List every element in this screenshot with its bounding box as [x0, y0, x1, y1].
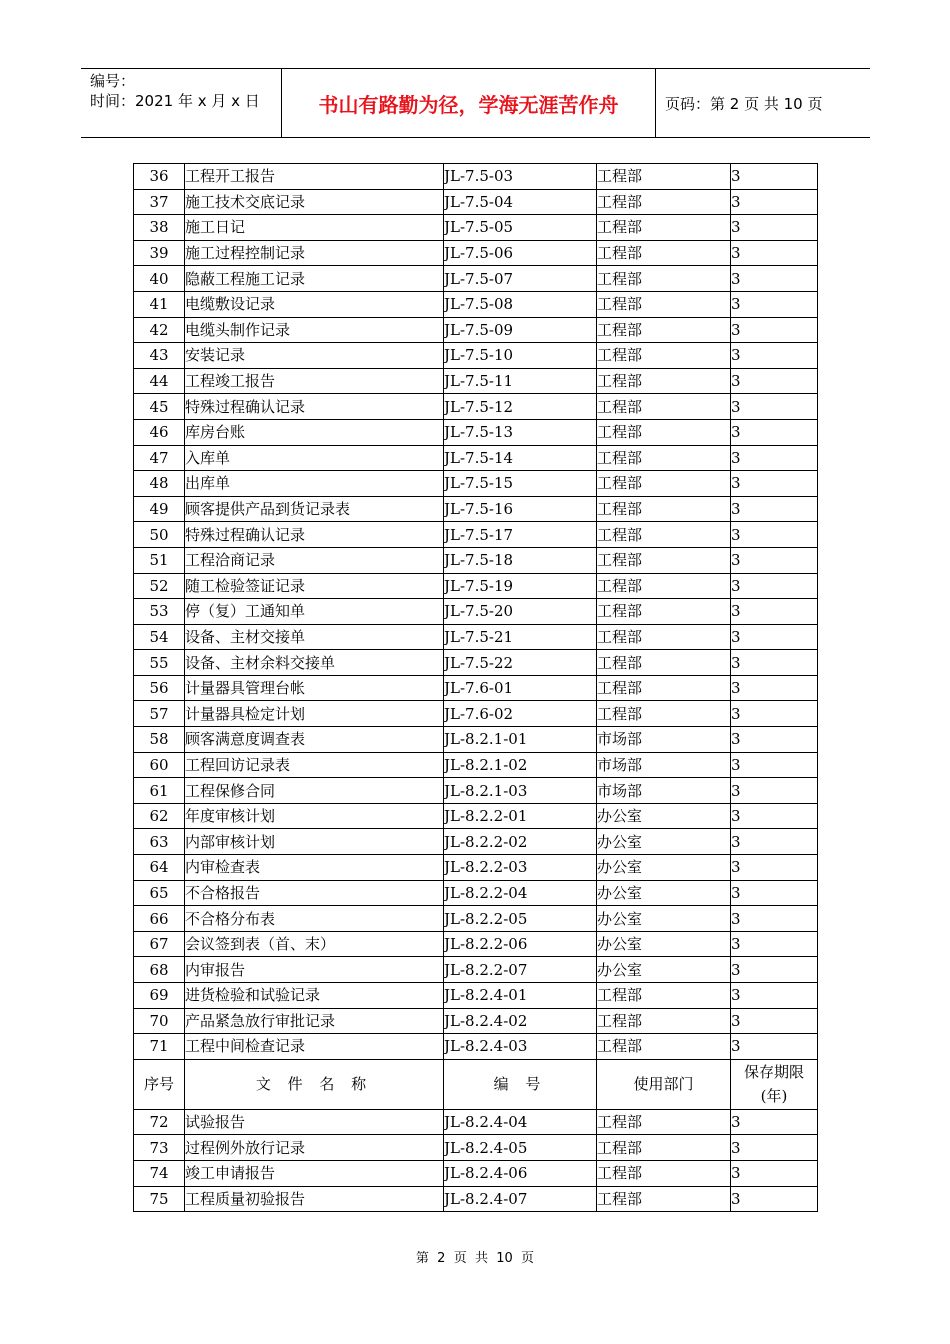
- cell-code: JL-7.5-16: [444, 496, 597, 522]
- table-header-row: [134, 1059, 818, 1109]
- cell-dept: 办公室: [597, 880, 731, 906]
- cell-years: 3: [731, 599, 818, 625]
- cell-num: 41: [134, 291, 185, 317]
- table-row: [134, 343, 818, 369]
- cell-years: 3: [731, 957, 818, 983]
- cell-name: 出库单: [185, 471, 444, 497]
- cell-name: 施工日记: [185, 215, 444, 241]
- table-row: [134, 215, 818, 241]
- table-row: [134, 394, 818, 420]
- cell-num: 40: [134, 266, 185, 292]
- cell-dept: 工程部: [597, 1160, 731, 1186]
- cell-dept: 工程部: [597, 1034, 731, 1060]
- cell-dept: 工程部: [597, 624, 731, 650]
- cell-name: 竣工申请报告: [185, 1160, 444, 1186]
- cell-code: JL-8.2.4-07: [444, 1186, 597, 1212]
- cell-dept: 市场部: [597, 752, 731, 778]
- cell-name: 特殊过程确认记录: [185, 394, 444, 420]
- table-row: [134, 471, 818, 497]
- table-row: [134, 829, 818, 855]
- cell-code: JL-7.5-08: [444, 291, 597, 317]
- cell-years: 3: [731, 880, 818, 906]
- cell-years: 3: [731, 1186, 818, 1212]
- cell-dept: 工程部: [597, 266, 731, 292]
- cell-dept: 工程部: [597, 471, 731, 497]
- cell-dept: 工程部: [597, 522, 731, 548]
- cell-years: 3: [731, 343, 818, 369]
- cell-num: 50: [134, 522, 185, 548]
- cell-years: 3: [731, 240, 818, 266]
- page-footer: [0, 1247, 950, 1266]
- cell-years: 3: [731, 368, 818, 394]
- cell-name: 工程竣工报告: [185, 368, 444, 394]
- cell-code: JL-8.2.1-02: [444, 752, 597, 778]
- cell-code: JL-8.2.4-03: [444, 1034, 597, 1060]
- cell-years: 3: [731, 573, 818, 599]
- table-row: [134, 931, 818, 957]
- table-row: [134, 573, 818, 599]
- cell-years: 3: [731, 650, 818, 676]
- cell-num: 71: [134, 1034, 185, 1060]
- cell-code: JL-7.5-03: [444, 164, 597, 190]
- cell-num: 75: [134, 1186, 185, 1212]
- cell-num: 66: [134, 906, 185, 932]
- cell-dept: 工程部: [597, 547, 731, 573]
- cell-dept: 工程部: [597, 701, 731, 727]
- records-table-header: [134, 1059, 818, 1109]
- records-table-body-top: [134, 164, 818, 1060]
- table-row: [134, 522, 818, 548]
- cell-years: 3: [731, 855, 818, 881]
- cell-num: 70: [134, 1008, 185, 1034]
- cell-num: 55: [134, 650, 185, 676]
- cell-code: JL-7.6-01: [444, 675, 597, 701]
- cell-years: 3: [731, 164, 818, 190]
- cell-years: 3: [731, 522, 818, 548]
- cell-num: 58: [134, 727, 185, 753]
- cell-dept: 办公室: [597, 829, 731, 855]
- cell-num: 47: [134, 445, 185, 471]
- cell-name: 工程开工报告: [185, 164, 444, 190]
- table-row: [134, 880, 818, 906]
- cell-name: 顾客提供产品到货记录表: [185, 496, 444, 522]
- cell-name: 内部审核计划: [185, 829, 444, 855]
- cell-code: JL-7.5-05: [444, 215, 597, 241]
- footer-page-number: 第 2 页 共 10 页: [415, 1251, 535, 1266]
- cell-years: 3: [731, 1109, 818, 1135]
- table-row: [134, 855, 818, 881]
- cell-code: JL-7.5-11: [444, 368, 597, 394]
- cell-years: 3: [731, 215, 818, 241]
- table-row: [134, 317, 818, 343]
- cell-code: JL-7.5-14: [444, 445, 597, 471]
- cell-num: 48: [134, 471, 185, 497]
- table-row: [134, 1109, 818, 1135]
- cell-years: 3: [731, 906, 818, 932]
- cell-num: 56: [134, 675, 185, 701]
- cell-name: 顾客满意度调查表: [185, 727, 444, 753]
- time-label: 时间：2021 年 x 月 x 日: [90, 92, 260, 110]
- table-row: [134, 1008, 818, 1034]
- cell-name: 工程洽商记录: [185, 547, 444, 573]
- cell-num: 46: [134, 419, 185, 445]
- cell-dept: 工程部: [597, 1135, 731, 1161]
- cell-dept: 工程部: [597, 496, 731, 522]
- cell-code: JL-7.5-21: [444, 624, 597, 650]
- cell-dept: 工程部: [597, 1186, 731, 1212]
- cell-name: 施工技术交底记录: [185, 189, 444, 215]
- cell-code: JL-7.5-13: [444, 419, 597, 445]
- cell-dept: 工程部: [597, 573, 731, 599]
- table-row: [134, 906, 818, 932]
- cell-code: JL-8.2.1-03: [444, 778, 597, 804]
- cell-years: 3: [731, 624, 818, 650]
- table-row: [134, 727, 818, 753]
- cell-code: JL-7.6-02: [444, 701, 597, 727]
- cell-years: 3: [731, 394, 818, 420]
- cell-dept: 工程部: [597, 215, 731, 241]
- cell-name: 停（复）工通知单: [185, 599, 444, 625]
- cell-num: 45: [134, 394, 185, 420]
- cell-num: 42: [134, 317, 185, 343]
- cell-years: 3: [731, 496, 818, 522]
- cell-dept: 工程部: [597, 1008, 731, 1034]
- header-code: 编 号: [444, 1059, 597, 1109]
- cell-name: 设备、主材交接单: [185, 624, 444, 650]
- cell-code: JL-8.2.2-03: [444, 855, 597, 881]
- cell-name: 会议签到表（首、末）: [185, 931, 444, 957]
- cell-code: JL-7.5-20: [444, 599, 597, 625]
- cell-years: 3: [731, 419, 818, 445]
- cell-code: JL-8.2.2-04: [444, 880, 597, 906]
- cell-years: 3: [731, 727, 818, 753]
- cell-dept: 工程部: [597, 419, 731, 445]
- cell-name: 内审报告: [185, 957, 444, 983]
- cell-years: 3: [731, 445, 818, 471]
- cell-name: 过程例外放行记录: [185, 1135, 444, 1161]
- cell-years: 3: [731, 701, 818, 727]
- cell-name: 工程中间检查记录: [185, 1034, 444, 1060]
- table-row: [134, 1034, 818, 1060]
- cell-name: 进货检验和试验记录: [185, 983, 444, 1009]
- cell-dept: 工程部: [597, 240, 731, 266]
- cell-num: 51: [134, 547, 185, 573]
- cell-code: JL-7.5-09: [444, 317, 597, 343]
- cell-dept: 工程部: [597, 599, 731, 625]
- table-row: [134, 547, 818, 573]
- cell-num: 65: [134, 880, 185, 906]
- cell-code: JL-8.2.2-01: [444, 803, 597, 829]
- cell-num: 43: [134, 343, 185, 369]
- table-row: [134, 1160, 818, 1186]
- cell-dept: 工程部: [597, 343, 731, 369]
- cell-name: 不合格报告: [185, 880, 444, 906]
- cell-num: 67: [134, 931, 185, 957]
- header-dept: 使用部门: [597, 1059, 731, 1109]
- header-page-label: 页码：第 2 页 共 10 页: [665, 94, 823, 113]
- table-row: [134, 675, 818, 701]
- cell-dept: 工程部: [597, 317, 731, 343]
- cell-name: 安装记录: [185, 343, 444, 369]
- cell-dept: 工程部: [597, 1109, 731, 1135]
- cell-years: 3: [731, 189, 818, 215]
- cell-num: 52: [134, 573, 185, 599]
- cell-years: 3: [731, 931, 818, 957]
- cell-num: 53: [134, 599, 185, 625]
- cell-name: 工程回访记录表: [185, 752, 444, 778]
- cell-dept: 市场部: [597, 778, 731, 804]
- cell-name: 施工过程控制记录: [185, 240, 444, 266]
- cell-num: 54: [134, 624, 185, 650]
- records-table-body-bottom: [134, 1109, 818, 1211]
- cell-years: 3: [731, 291, 818, 317]
- cell-name: 计量器具管理台帐: [185, 675, 444, 701]
- table-row: [134, 266, 818, 292]
- header-motto: 书山有路勤为径，学海无涯苦作舟: [318, 92, 619, 117]
- cell-num: 73: [134, 1135, 185, 1161]
- cell-code: JL-7.5-19: [444, 573, 597, 599]
- cell-years: 3: [731, 829, 818, 855]
- cell-name: 电缆敷设记录: [185, 291, 444, 317]
- cell-code: JL-8.2.2-05: [444, 906, 597, 932]
- cell-code: JL-8.2.4-05: [444, 1135, 597, 1161]
- table-row: [134, 445, 818, 471]
- cell-code: JL-7.5-15: [444, 471, 597, 497]
- table-row: [134, 803, 818, 829]
- cell-years: 3: [731, 317, 818, 343]
- cell-num: 74: [134, 1160, 185, 1186]
- table-row: [134, 957, 818, 983]
- table-row: [134, 752, 818, 778]
- cell-num: 39: [134, 240, 185, 266]
- cell-dept: 工程部: [597, 164, 731, 190]
- cell-num: 44: [134, 368, 185, 394]
- table-row: [134, 240, 818, 266]
- page-header: [81, 68, 870, 138]
- cell-num: 61: [134, 778, 185, 804]
- cell-years: 3: [731, 778, 818, 804]
- cell-dept: 办公室: [597, 957, 731, 983]
- cell-years: 3: [731, 675, 818, 701]
- cell-name: 特殊过程确认记录: [185, 522, 444, 548]
- cell-dept: 工程部: [597, 650, 731, 676]
- cell-code: JL-7.5-22: [444, 650, 597, 676]
- cell-dept: 工程部: [597, 394, 731, 420]
- cell-code: JL-8.2.1-01: [444, 727, 597, 753]
- cell-code: JL-7.5-10: [444, 343, 597, 369]
- cell-years: 3: [731, 803, 818, 829]
- cell-code: JL-7.5-17: [444, 522, 597, 548]
- cell-name: 工程保修合同: [185, 778, 444, 804]
- cell-code: JL-8.2.4-01: [444, 983, 597, 1009]
- table-row: [134, 496, 818, 522]
- table-row: [134, 650, 818, 676]
- cell-name: 电缆头制作记录: [185, 317, 444, 343]
- cell-num: 57: [134, 701, 185, 727]
- cell-dept: 办公室: [597, 906, 731, 932]
- cell-num: 37: [134, 189, 185, 215]
- cell-code: JL-8.2.4-04: [444, 1109, 597, 1135]
- cell-code: JL-7.5-04: [444, 189, 597, 215]
- cell-name: 计量器具检定计划: [185, 701, 444, 727]
- header-name: 文 件 名 称: [185, 1059, 444, 1109]
- cell-code: JL-7.5-12: [444, 394, 597, 420]
- cell-name: 年度审核计划: [185, 803, 444, 829]
- cell-name: 试验报告: [185, 1109, 444, 1135]
- table-row: [134, 189, 818, 215]
- header-motto-cell: [282, 69, 656, 137]
- cell-num: 69: [134, 983, 185, 1009]
- table-row: [134, 368, 818, 394]
- cell-dept: 市场部: [597, 727, 731, 753]
- table-row: [134, 983, 818, 1009]
- table-row: [134, 624, 818, 650]
- cell-name: 入库单: [185, 445, 444, 471]
- cell-dept: 工程部: [597, 983, 731, 1009]
- cell-name: 库房台账: [185, 419, 444, 445]
- cell-name: 不合格分布表: [185, 906, 444, 932]
- cell-years: 3: [731, 1008, 818, 1034]
- table-row: [134, 778, 818, 804]
- cell-years: 3: [731, 1160, 818, 1186]
- cell-dept: 工程部: [597, 291, 731, 317]
- cell-num: 62: [134, 803, 185, 829]
- table-row: [134, 599, 818, 625]
- table-row: [134, 1186, 818, 1212]
- cell-code: JL-8.2.2-07: [444, 957, 597, 983]
- cell-code: JL-8.2.2-02: [444, 829, 597, 855]
- cell-years: 3: [731, 752, 818, 778]
- cell-code: JL-8.2.2-06: [444, 931, 597, 957]
- table-row: [134, 1135, 818, 1161]
- records-table: [133, 163, 818, 1212]
- header-meta: [81, 69, 282, 137]
- serial-label: 编号：: [90, 72, 136, 90]
- cell-name: 隐蔽工程施工记录: [185, 266, 444, 292]
- cell-num: 38: [134, 215, 185, 241]
- cell-num: 72: [134, 1109, 185, 1135]
- cell-code: JL-7.5-18: [444, 547, 597, 573]
- cell-dept: 工程部: [597, 445, 731, 471]
- cell-dept: 办公室: [597, 931, 731, 957]
- table-row: [134, 291, 818, 317]
- cell-num: 68: [134, 957, 185, 983]
- cell-num: 64: [134, 855, 185, 881]
- cell-dept: 办公室: [597, 855, 731, 881]
- header-years: 保存期限(年): [731, 1059, 818, 1109]
- cell-name: 内审检查表: [185, 855, 444, 881]
- cell-code: JL-8.2.4-06: [444, 1160, 597, 1186]
- cell-dept: 工程部: [597, 675, 731, 701]
- cell-years: 3: [731, 266, 818, 292]
- cell-years: 3: [731, 983, 818, 1009]
- table-row: [134, 164, 818, 190]
- header-page-cell: [656, 69, 870, 137]
- cell-years: 3: [731, 547, 818, 573]
- cell-code: JL-7.5-06: [444, 240, 597, 266]
- cell-dept: 工程部: [597, 368, 731, 394]
- cell-num: 60: [134, 752, 185, 778]
- table-row: [134, 701, 818, 727]
- cell-years: 3: [731, 471, 818, 497]
- cell-dept: 办公室: [597, 803, 731, 829]
- cell-name: 产品紧急放行审批记录: [185, 1008, 444, 1034]
- cell-name: 工程质量初验报告: [185, 1186, 444, 1212]
- cell-code: JL-8.2.4-02: [444, 1008, 597, 1034]
- header-num: 序号: [134, 1059, 185, 1109]
- cell-name: 随工检验签证记录: [185, 573, 444, 599]
- cell-dept: 工程部: [597, 189, 731, 215]
- cell-code: JL-7.5-07: [444, 266, 597, 292]
- cell-name: 设备、主材余料交接单: [185, 650, 444, 676]
- cell-years: 3: [731, 1135, 818, 1161]
- cell-num: 63: [134, 829, 185, 855]
- table-row: [134, 419, 818, 445]
- cell-num: 49: [134, 496, 185, 522]
- cell-num: 36: [134, 164, 185, 190]
- cell-years: 3: [731, 1034, 818, 1060]
